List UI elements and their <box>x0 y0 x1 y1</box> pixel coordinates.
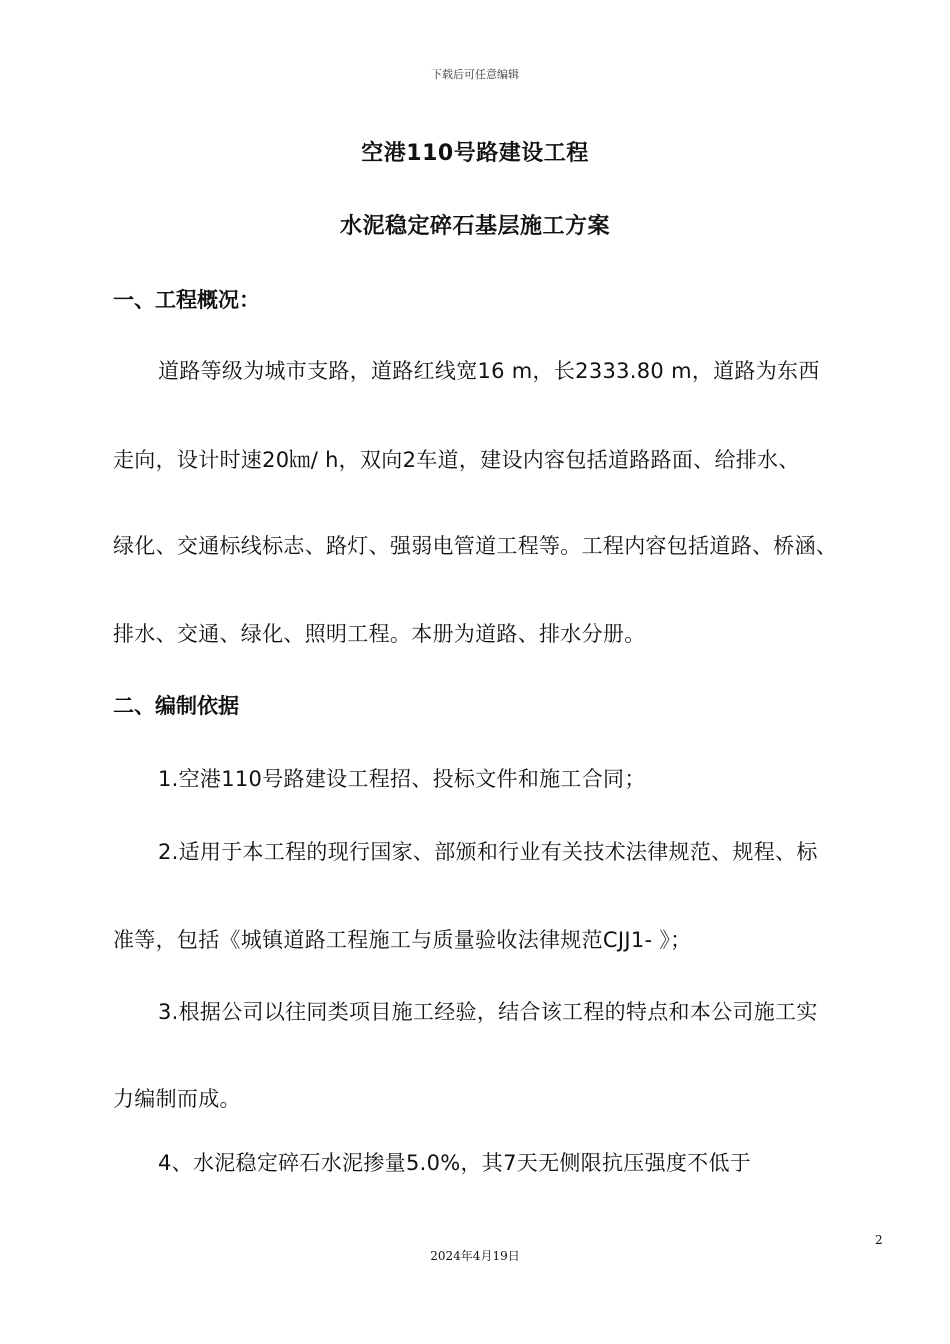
page-number: 2 <box>875 1233 883 1247</box>
document-subtitle: 水泥稳定碎石基层施工方案 <box>339 214 610 239</box>
paragraph-line: 绿化、交通标线标志、路灯、强弱电管道工程等。工程内容包括道路、桥涵、 <box>113 534 838 558</box>
paragraph-line: 4、水泥稳定碎石水泥掺量5.0%，其7天无侧限抗压强度不低于 <box>158 1151 752 1175</box>
paragraph-line: 1.空港110号路建设工程招、投标文件和施工合同； <box>158 767 646 791</box>
section-heading-basis: 二、编制依据 <box>113 694 239 718</box>
paragraph-line: 排水、交通、绿化、照明工程。本册为道路、排水分册。 <box>113 622 646 646</box>
paragraph-line: 准等，包括《城镇道路工程施工与质量验收法律规范CJJ1- 》； <box>113 928 692 952</box>
paragraph-line: 道路等级为城市支路，道路红线宽16 m，长2333.80 m，道路为东西 <box>158 359 820 383</box>
section-heading-overview: 一、工程概况： <box>113 288 260 312</box>
paragraph-line: 3.根据公司以往同类项目施工经验，结合该工程的特点和本公司施工实 <box>158 1000 818 1024</box>
page-footer-date: 2024年4月19日 <box>430 1249 520 1263</box>
paragraph-line: 力编制而成。 <box>113 1087 241 1111</box>
paragraph-line: 走向，设计时速20㎞/ h，双向2车道，建设内容包括道路路面、给排水、 <box>113 448 800 472</box>
paragraph-line: 2.适用于本工程的现行国家、部颁和行业有关技术法律规范、规程、标 <box>158 840 818 864</box>
page-header: 下载后可任意编辑 <box>431 68 519 81</box>
document-title: 空港110号路建设工程 <box>361 141 589 166</box>
